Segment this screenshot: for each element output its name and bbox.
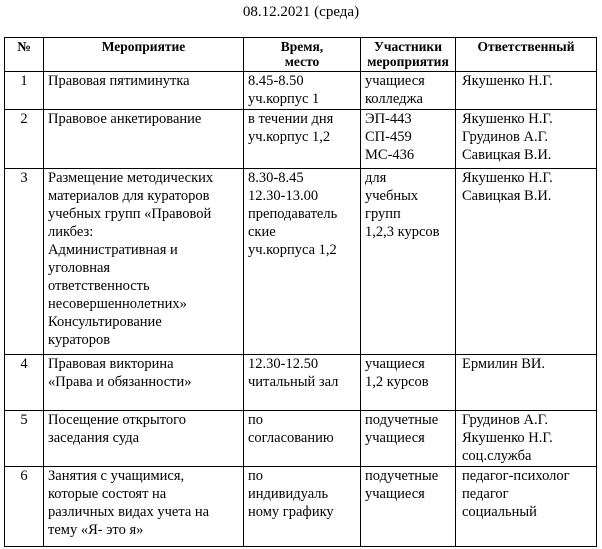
row-event: Правовая викторина «Права и обязанности» (44, 355, 244, 411)
table-header-row (5, 38, 597, 72)
row-participants: для учебных групп 1,2,3 курсов (361, 169, 456, 355)
header-participants: Участники мероприятия (361, 38, 456, 72)
row-time-place: по индивидуаль ному графику (244, 467, 361, 547)
row-responsible: Ермилин ВИ. (456, 355, 597, 411)
row-time-place: 12.30-12.50 читальный зал (244, 355, 361, 411)
header-time-place: Время, место (244, 38, 361, 72)
row-responsible: Якушенко Н.Г. Грудинов А.Г. Савицкая В.И. (456, 110, 597, 169)
table-row (5, 169, 597, 355)
row-event: Размещение методических материалов для кураторов учебных групп «Правовой ликбез: Административная и уголовная ответственность несовершеннолетних» Консультирование кураторов (44, 169, 244, 355)
row-number: 3 (5, 169, 44, 355)
header-number: № (5, 38, 44, 72)
row-participants: учащиеся 1,2 курсов (361, 355, 456, 411)
row-time-place: по согласованию (244, 411, 361, 467)
row-responsible: Грудинов А.Г. Якушенко Н.Г. соц.служба (456, 411, 597, 467)
row-event: Правовая пятиминутка (44, 72, 244, 110)
header-responsible: Ответственный (456, 38, 597, 72)
row-participants: ЭП-443 СП-459 МС-436 (361, 110, 456, 169)
row-responsible: Якушенко Н.Г. (456, 72, 597, 110)
row-participants: подучетные учащиеся (361, 411, 456, 467)
table-row (5, 411, 597, 467)
row-event: Посещение открытого заседания суда (44, 411, 244, 467)
row-number: 2 (5, 110, 44, 169)
row-number: 6 (5, 467, 44, 547)
table-row (5, 110, 597, 169)
row-number: 5 (5, 411, 44, 467)
row-number: 4 (5, 355, 44, 411)
events-table (4, 37, 597, 547)
row-responsible: педагог-психолог педагог социальный (456, 467, 597, 547)
row-time-place: 8.45-8.50 уч.корпус 1 (244, 72, 361, 110)
table-row (5, 467, 597, 547)
document-date: 08.12.2021 (среда) (242, 4, 360, 20)
row-number: 1 (5, 72, 44, 110)
table-row (5, 355, 597, 411)
table-row (5, 72, 597, 110)
row-time-place: 8.30-8.45 12.30-13.00 преподаватель ские уч.корпуса 1,2 (244, 169, 361, 355)
header-event: Мероприятие (44, 38, 244, 72)
row-event: Занятия с учащимися, которые состоят на различных видах учета на тему «Я- это я» (44, 467, 244, 547)
row-time-place: в течении дня уч.корпус 1,2 (244, 110, 361, 169)
row-responsible: Якушенко Н.Г. Савицкая В.И. (456, 169, 597, 355)
row-participants: учащиеся колледжа (361, 72, 456, 110)
row-event: Правовое анкетирование (44, 110, 244, 169)
row-participants: подучетные учащиеся (361, 467, 456, 547)
